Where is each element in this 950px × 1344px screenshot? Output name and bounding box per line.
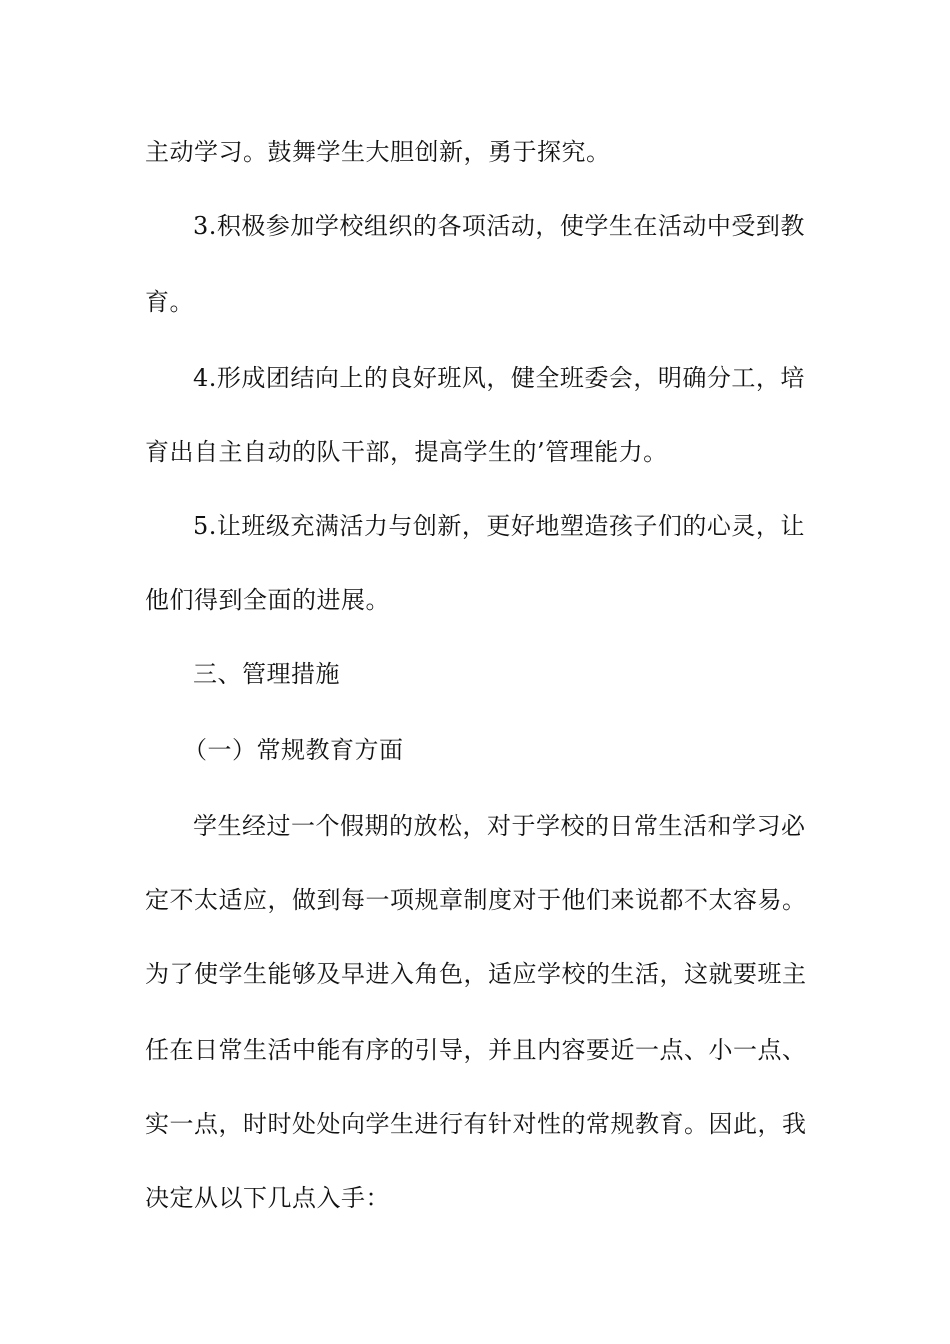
subsection-heading: （一）常规教育方面: [183, 736, 404, 764]
paragraph-line: 学生经过一个假期的放松，对于学校的日常生活和学习必: [193, 812, 806, 840]
paragraph-line: 实一点，时时处处向学生进行有针对性的常规教育。因此，我: [145, 1110, 807, 1138]
paragraph-line: 主动学习。鼓舞学生大胆创新，勇于探究。: [145, 138, 611, 166]
paragraph-line: 为了使学生能够及早进入角色，适应学校的生活，这就要班主: [145, 960, 807, 988]
paragraph-line: 任在日常生活中能有序的引导，并且内容要近一点、小一点、: [145, 1036, 807, 1064]
list-item-5-line-1: 5.让班级充满活力与创新，更好地塑造孩子们的心灵，让: [193, 512, 805, 540]
list-item-4-line-2: 育出自主自动的队干部，提高学生的’管理能力。: [145, 438, 668, 466]
list-item-4-line-1: 4.形成团结向上的良好班风，健全班委会，明确分工，培: [193, 364, 805, 392]
paragraph-line: 决定从以下几点入手：: [145, 1184, 390, 1212]
list-item-3-line-2: 育。: [145, 288, 194, 316]
list-item-5-line-2: 他们得到全面的进展。: [145, 586, 390, 614]
list-item-3-line-1: 3.积极参加学校组织的各项活动，使学生在活动中受到教: [193, 212, 805, 240]
section-heading: 三、管理措施: [193, 660, 340, 688]
paragraph-line: 定不太适应，做到每一项规章制度对于他们来说都不太容易。: [145, 886, 807, 914]
